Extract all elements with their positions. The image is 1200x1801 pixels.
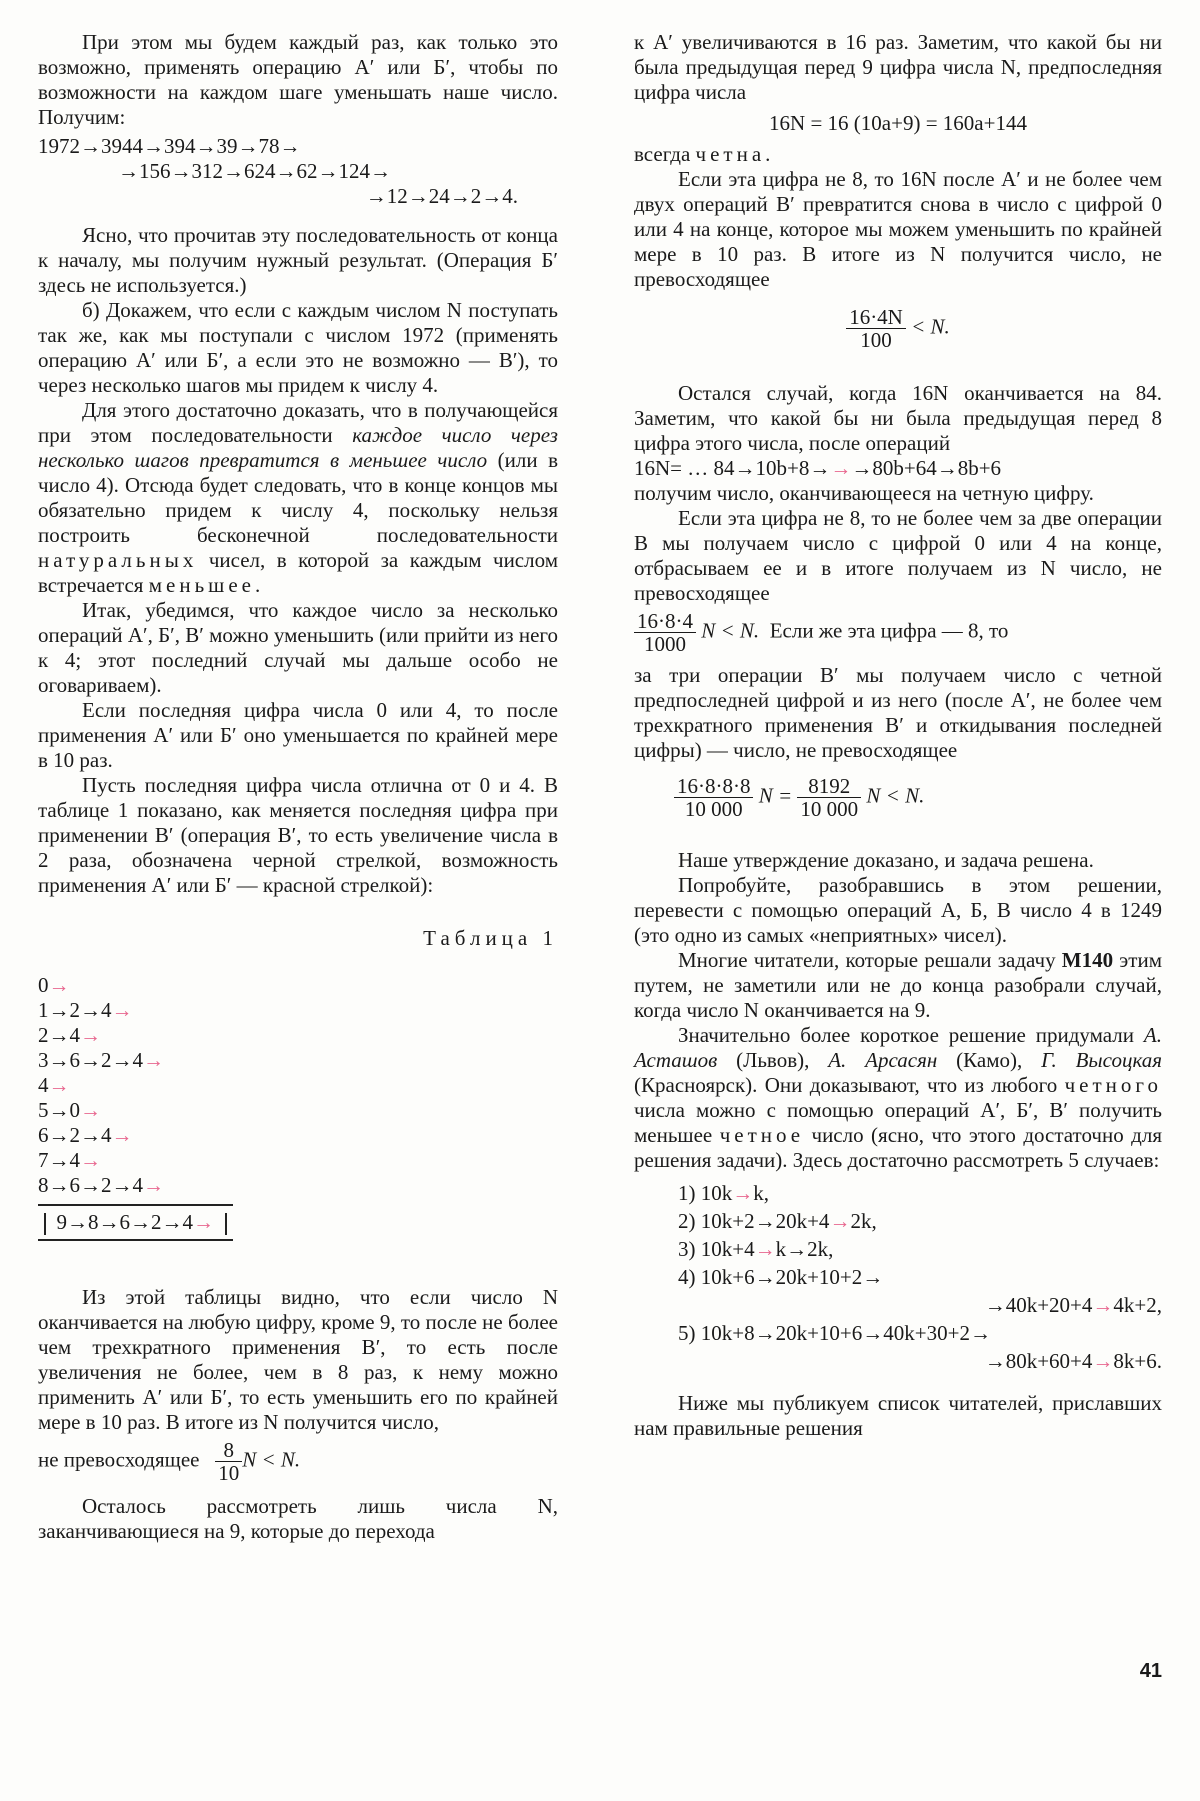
red-arrow-icon: →: [111, 1123, 133, 1147]
table-row: 1→2→4→: [38, 998, 133, 1022]
paragraph: Многие читатели, которые решали задачу M140 этим путем, не заметили или не до конца разобрали случай, когда число N оканчивается на 9.: [634, 948, 1163, 1022]
paragraph: Если эта цифра не 8, то не более чем за две операции В мы получаем число с цифрой 0 или 4 на конце, отбрасываем ее и в итоге получаем из N число, не превосходящее: [634, 506, 1162, 605]
page-number: 41: [1139, 1660, 1162, 1682]
formula-line: $\frac{16\cdot 8\cdot 8\cdot 8}{10 000}$ N = $\frac{8192}{10 000}$ N < N.: [634, 775, 1162, 820]
red-arrow-icon: →: [80, 1098, 101, 1122]
paragraph: за три операции В′ мы получаем число с четной предпоследней цифрой и из него (после А′, не более чем трехкратного применения В′ и откидывания последней цифры) — число, не превосходящее: [634, 663, 1162, 762]
formula-16n: 16N = 16 (10a+9) = 160a+144: [769, 111, 1027, 135]
red-arrow-icon: →: [754, 1237, 776, 1261]
paragraph: Остался случай, когда 16N оканчивается на 84. Заметим, что какой бы ни была предыдущая перед 8 цифра этого числа, после операций: [634, 381, 1162, 455]
list-item-cont: →80k+60+4→8k+6.: [984, 1349, 1162, 1373]
red-arrow-icon: →: [143, 1048, 164, 1072]
red-arrow-icon: →: [193, 1210, 214, 1234]
table-row: 3→6→2→4→: [38, 1048, 164, 1072]
paragraph: Пусть последняя цифра числа отлична от 0 и 4. В таблице 1 показано, как меняется последняя цифра при применении В′ (операция В′, то есть увеличение числа в 2 раза, обозначена черной стрелкой, возможность применения А′ или Б′ — красной стрелкой):: [38, 773, 558, 897]
red-arrow-icon: →: [111, 998, 133, 1022]
table-row: 6→2→4→: [38, 1123, 133, 1147]
red-arrow-icon: →: [1092, 1293, 1114, 1317]
red-arrow-icon: →: [48, 973, 70, 997]
fraction: $\frac{16\cdot 4N}{100}$: [846, 306, 906, 351]
list-item: 4) 10k+6→20k+10+2→: [678, 1265, 884, 1289]
red-arrow-icon: →: [48, 1073, 70, 1097]
right-column: [634, 30, 1162, 1441]
paragraph: Для этого достаточно доказать, что в получающейся при этом последовательности каждое число через несколько шагов превратится в меньшее число (или в число 4). Отсюда будет следовать, что в конце концов мы обязательно придем к числу 4, поскольку нельзя построить бесконечной последовательности натуральных чисел, в которой за каждым числом встречается меньшее.: [38, 398, 558, 597]
paragraph: Если эта цифра не 8, то 16N после А′ и не более чем двух операций В′ превратится снова в число с цифрой 0 или 4 на конце, которое мы можем уменьшить по крайней мере в 10 раз. В итоге из N получится число, не превосходящее: [634, 167, 1162, 291]
table-title: Таблица 1: [423, 926, 558, 950]
table-row: 7→4→: [38, 1148, 101, 1172]
paragraph: Итак, убедимся, что каждое число за несколько операций А′, Б′, В′ можно уменьшить (или прийти из него к 4; этот последний случай мы дальше особо не оговариваем).: [38, 598, 558, 697]
red-arrow-icon: →: [830, 456, 852, 480]
formula-line: $\frac{16\cdot 4N}{100}$ < N.: [634, 306, 1162, 351]
list-item-cont: →40k+20+4→4k+2,: [984, 1293, 1162, 1317]
list-item: 5) 10k+8→20k+10+6→40k+30+2→: [678, 1321, 991, 1345]
paragraph: получим число, оканчивающееся на четную цифру.: [634, 481, 1094, 505]
fraction: $\frac{16\cdot 8\cdot 4}{1000}$: [634, 610, 696, 655]
formula-line: 16N= … 84→10b+8→→→80b+64→8b+6: [634, 456, 1002, 480]
list-item: 3) 10k+4→k→2k,: [678, 1237, 834, 1261]
table-row: 4→: [38, 1073, 70, 1097]
red-arrow-icon: →: [143, 1173, 164, 1197]
paragraph: При этом мы будем каждый раз, как только это возможно, применять операцию А′ или Б′, чтобы по возможности на каждом шаге уменьшать наше число. Получим:: [38, 30, 558, 129]
red-arrow-icon: →: [80, 1023, 101, 1047]
formula-line: $\frac{16\cdot 8\cdot 4}{1000}$ N < N. Если же эта цифра — 8, то: [634, 610, 1162, 655]
paragraph: Если последняя цифра числа 0 или 4, то после применения А′ или Б′ оно уменьшается по крайней мере в 10 раз.: [38, 698, 558, 772]
paragraph: Наше утверждение доказано, и задача решена.: [678, 848, 1094, 872]
red-arrow-icon: →: [1092, 1349, 1114, 1373]
paragraph: Попробуйте, разобравшись в этом решении, перевести с помощью операций А, Б, В число 4 в 1249 (это одно из самых «неприятных» чисел).: [634, 873, 1162, 947]
paragraph: всегда четна.: [634, 142, 771, 166]
table-row: 0→: [38, 973, 70, 997]
fraction: $\frac{8}{10}$: [215, 1439, 242, 1484]
red-arrow-icon: →: [80, 1148, 101, 1172]
paragraph: Значительно более короткое решение придумали А. Асташов (Львов), А. Арсасян (Камо), Г. Высоцкая (Красноярск). Они доказывают, что из любого четного числа можно с помощью операций А′, Б′, В′ получить меньшее четное число (ясно, что этого достаточно для решения задачи). Здесь достаточно рассмотреть 5 случаев:: [634, 1023, 1163, 1172]
digit-table: [38, 973, 558, 1241]
red-arrow-icon: →: [829, 1209, 851, 1233]
red-arrow-icon: →: [732, 1181, 754, 1205]
paragraph: Ниже мы публикуем список читателей, приславших нам правильные решения: [634, 1391, 1162, 1440]
paragraph: Из этой таблицы видно, что если число N оканчивается на любую цифру, кроме 9, то после не более чем трехкратного применения В′, то есть после увеличения не более, чем в 8 раз, к нему можно применить А′ или Б′, то есть уменьшить его по крайней мере в 10 раз. В итоге из N получится число,: [38, 1285, 558, 1435]
paragraph: б) Докажем, что если с каждым числом N поступать так же, как мы поступали с числом 1972 (применять операцию А′ или Б′, а если это не возможно — В′), то через несколько шагов мы придем к числу 4.: [38, 298, 558, 397]
table-row: 8→6→2→4→: [38, 1173, 164, 1197]
paragraph: Осталось рассмотреть лишь числа N, заканчивающиеся на 9, которые до перехода: [38, 1494, 558, 1544]
list-item: 1) 10k→k,: [678, 1181, 769, 1205]
paragraph: Ясно, что прочитав эту последовательность от конца к началу, мы получим нужный результат. (Операция Б′ здесь не используется.): [38, 223, 558, 297]
list-item: 2) 10k+2→20k+4→2k,: [678, 1209, 877, 1233]
table-row-boxed: 9→8→6→2→4→: [38, 1204, 233, 1241]
fraction: $\frac{8192}{10 000}$: [797, 775, 861, 820]
table-row: 5→0→: [38, 1098, 101, 1122]
fraction: $\frac{16\cdot 8\cdot 8\cdot 8}{10 000}$: [674, 775, 753, 820]
sequence-1972: 1972→3944→394→39→78→ →156→312→624→62→124→ →12→24→2→4.: [38, 134, 518, 208]
table-row: 2→4→: [38, 1023, 101, 1047]
formula-line: не превосходящее $\frac{8}{10}$ N < N.: [38, 1438, 301, 1486]
paragraph: к А′ увеличиваются в 16 раз. Заметим, что какой бы ни была предыдущая перед 9 цифра числа N, предпоследняя цифра числа: [634, 30, 1162, 104]
cases-list: [678, 1179, 1162, 1375]
left-column: [38, 30, 558, 1544]
